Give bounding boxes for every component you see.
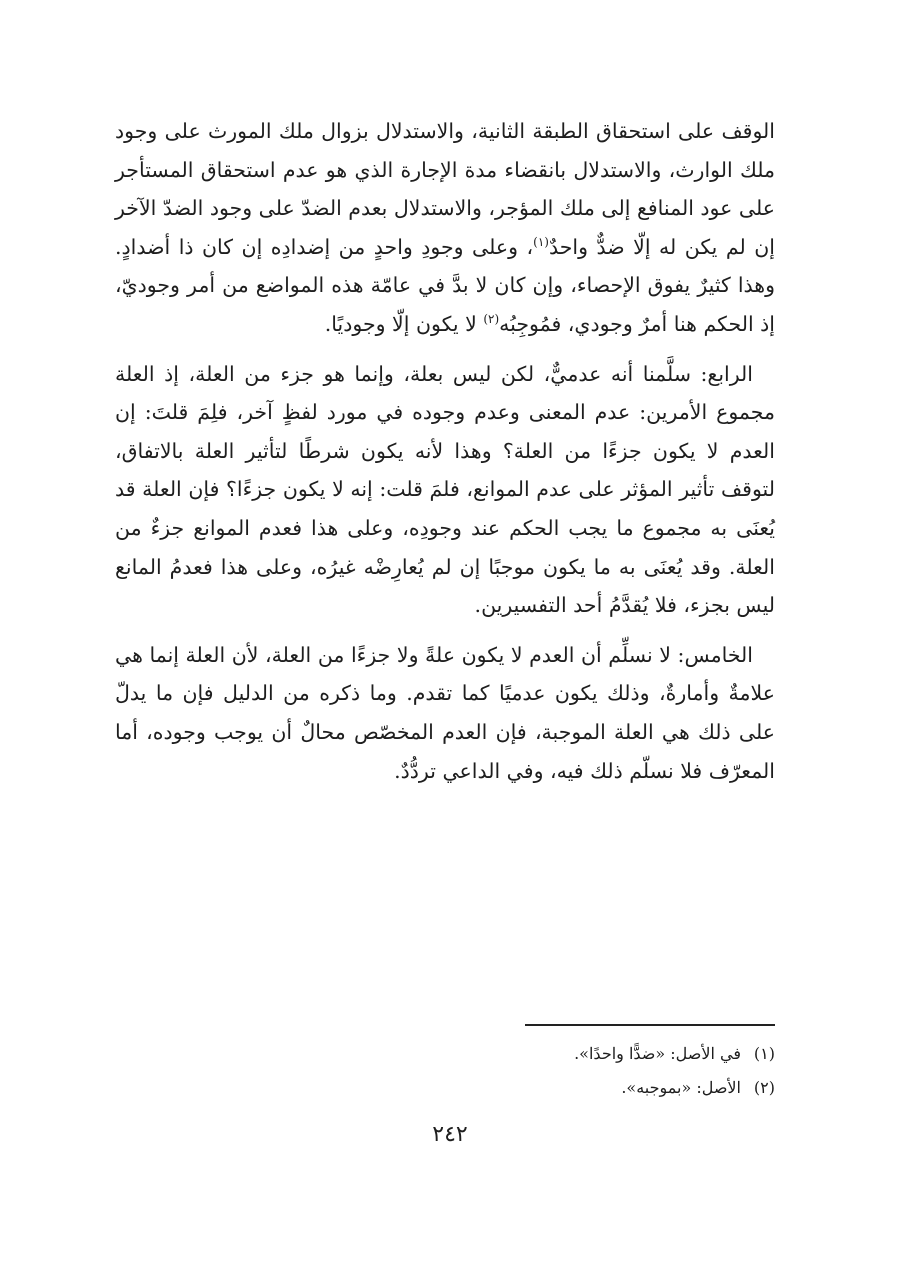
paragraph-1-text-cont: ، وعلى وجودِ واحدٍ من إضدادِه إن كان ذا أضدادٍ. وهذا كثيرٌ يفوق الإحصاء، وإن كان لا بدَّ في عامّة هذه المواضع من أمر وجوديّ، إذ الحكم هنا أمرٌ وجودي، فمُوجِبُه <box>115 234 775 336</box>
page-number: ٢٤٢ <box>432 1122 468 1147</box>
footnote-ref-1[interactable]: (١) <box>533 234 549 249</box>
footnote-divider <box>525 1024 775 1026</box>
footnote-2-number: (٢) <box>753 1078 775 1097</box>
paragraph-2: الرابع: سلَّمنا أنه عدميٌّ، لكن ليس بعلة، وإنما هو جزء من العلة، إذ العلة مجموع الأمرين: عدم المعنى وعدم وجوده في مورد لفظٍ آخر، فلِمَ قلتَ: إن العدم لا يكون جزءًا من العلة؟ وهذا لأنه يكون شرطًا لتأثير العلة بالاتفاق، لتوقف تأثير المؤثر على عدم الموانع، فلمَ قلت: إنه لا يكون جزءًا؟ فإن العلة قد يُعنَى به مجموع ما يجب الحكم عند وجودِه، وعلى هذا فعدم الموانع جزءٌ من العلة. وقد يُعنَى به ما يكون موجبًا إن لم يُعارِضْه غيرُه، وعلى هذا فعدمُ المانع ليس بجزء، فلا يُقدَّمُ أحد التفسيرين. <box>115 361 775 618</box>
paragraph-1-text: الوقف على استحقاق الطبقة الثانية، والاستدلال بزوال ملك المورث على وجود ملك الوارث، والاستدلال بانقضاء مدة الإجارة الذي هو عدم استحقاق المستأجر على عود المنافع إلى ملك المؤجر، والاستدلال بعدم الضدّ على وجود الضدّ الآخر إن لم يكن له إلّا ضدٌّ واحدٌ <box>114 119 775 259</box>
footnote-1-number: (١) <box>753 1044 775 1063</box>
paragraph-3: الخامس: لا نسلِّم أن العدم لا يكون علةً ولا جزءًا من العلة، لأن العلة إنما هي علامةٌ وأمارةٌ، وذلك يكون عدميًا كما تقدم. وما ذكره من الدليل فإن ما يدلّ على ذلك هي العلة الموجبة، فإن العدم المخصّص محالٌ أن يوجب وجوده، أما المعرّف فلا نسلّم ذلك فيه، وفي الداعي تردُّدٌ. <box>115 642 775 783</box>
footnote-1 <box>125 1037 775 1071</box>
footnote-ref-2[interactable]: (٢) <box>483 312 500 327</box>
paragraph-1 <box>115 112 775 344</box>
footnote-2 <box>125 1071 775 1105</box>
paragraph-1-text-end: لا يكون إلّا وجوديًا. <box>324 311 484 336</box>
footnote-1-text: في الأصل: «ضدًّا واحدًا». <box>574 1044 741 1063</box>
footnote-2-text: الأصل: «بموجبه». <box>621 1078 741 1097</box>
footnotes <box>125 1037 775 1105</box>
main-text <box>115 112 775 801</box>
